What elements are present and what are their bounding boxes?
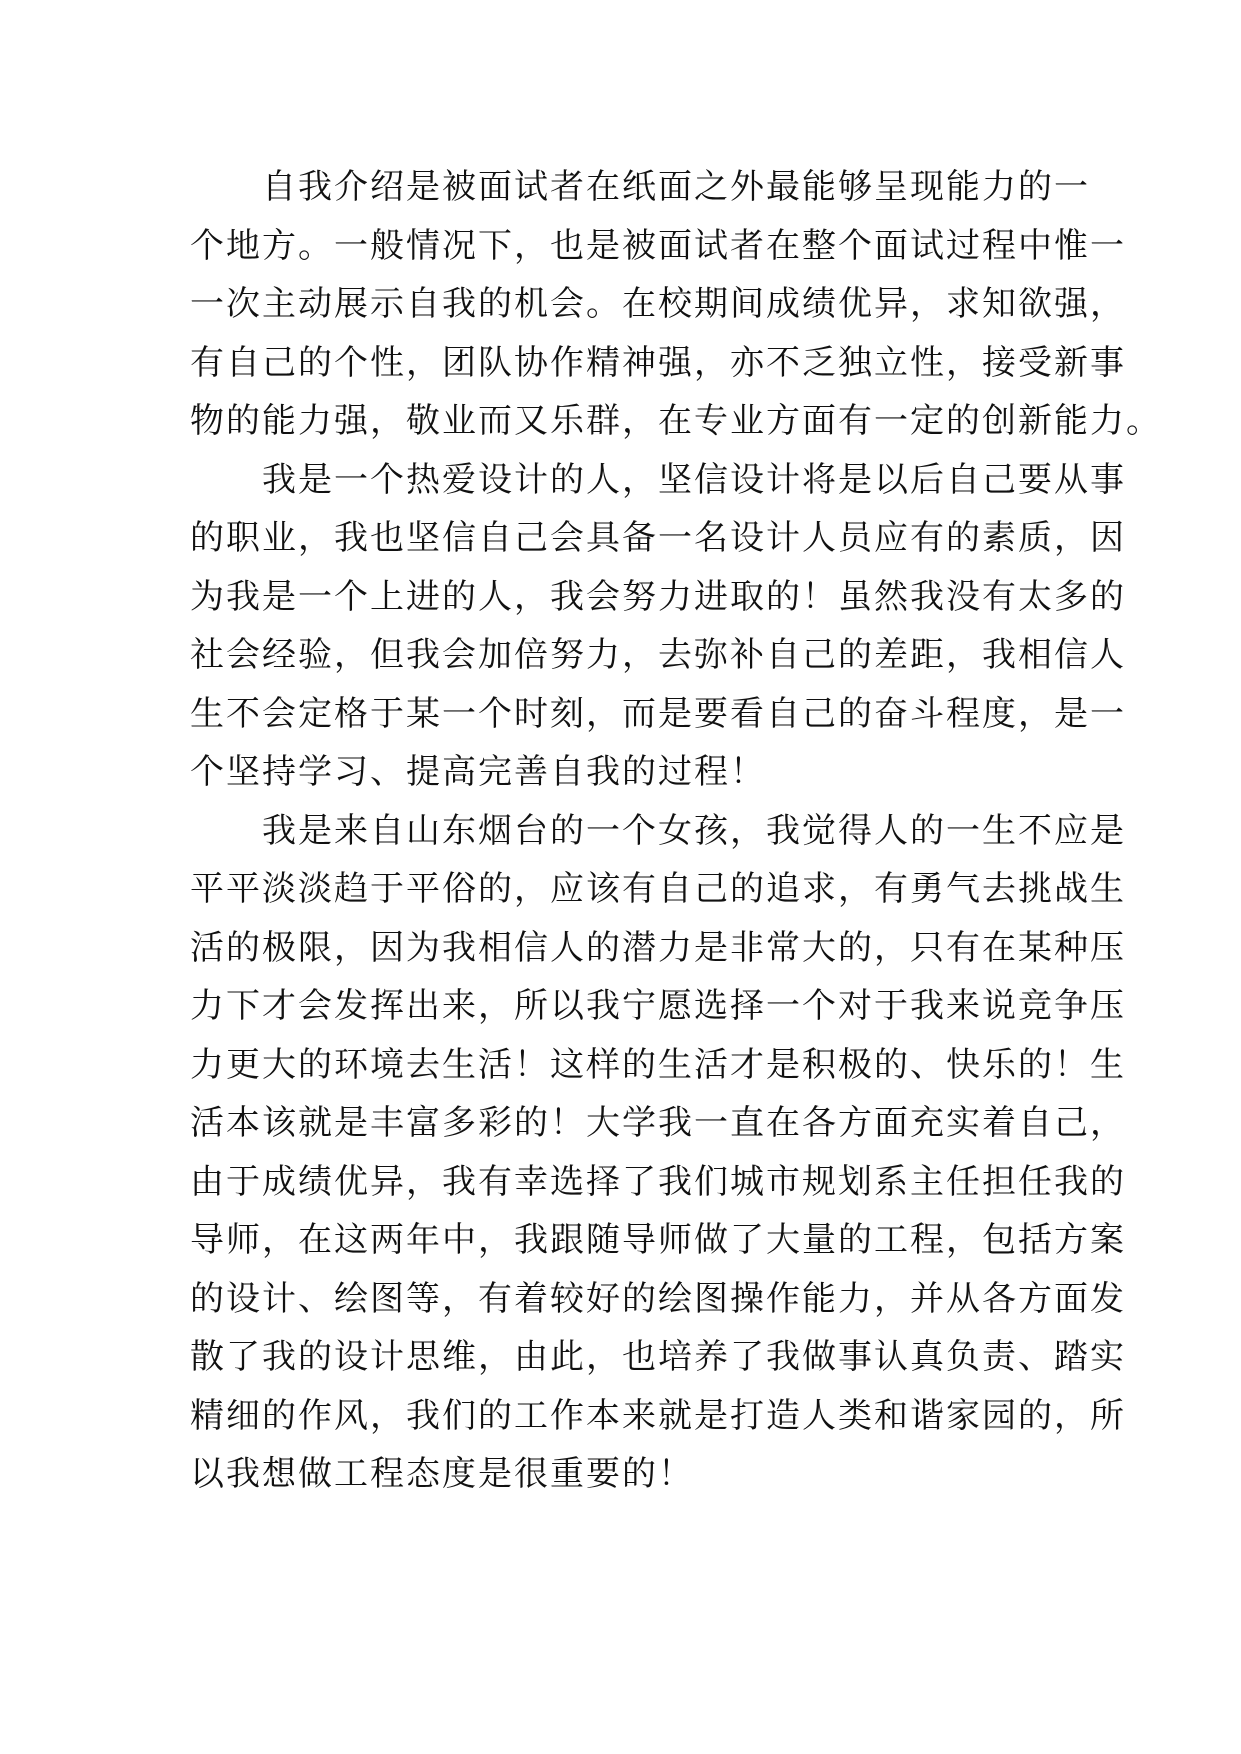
text-line: 的设计、绘图等，有着较好的绘图操作能力，并从各方面发: [190, 1278, 1126, 1319]
text-line: 为我是一个上进的人，我会努力进取的！虽然我没有太多的: [190, 576, 1126, 617]
text-line: 力下才会发挥出来，所以我宁愿选择一个对于我来说竞争压: [190, 986, 1126, 1026]
paragraph-1: [190, 158, 1162, 451]
paragraph-3: [190, 802, 1126, 1504]
text-line: 个坚持学习、提高完善自我的过程！: [190, 752, 766, 792]
text-line: 我是来自山东烟台的一个女孩，我觉得人的一生不应是: [262, 810, 1126, 851]
text-line: 精细的作风，我们的工作本来就是打造人类和谐家园的，所: [190, 1395, 1126, 1436]
text-line: 散了我的设计思维，由此，也培养了我做事认真负责、踏实: [190, 1337, 1126, 1377]
text-line: 力更大的环境去生活！这样的生活才是积极的、快乐的！生: [190, 1044, 1126, 1085]
text-line: 导师，在这两年中，我跟随导师做了大量的工程，包括方案: [190, 1220, 1126, 1260]
text-line: 平平淡淡趋于平俗的，应该有自己的追求，有勇气去挑战生: [190, 869, 1126, 909]
text-line: 以我想做工程态度是很重要的！: [190, 1454, 694, 1494]
text-line: 物的能力强，敬业而又乐群，在专业方面有一定的创新能力。: [190, 401, 1162, 441]
text-line: 一次主动展示自我的机会。在校期间成绩优异，求知欲强，: [190, 284, 1126, 324]
document-body: [190, 158, 1162, 1504]
paragraph-2: [190, 451, 1126, 802]
text-line: 活本该就是丰富多彩的！大学我一直在各方面充实着自己，: [190, 1103, 1126, 1143]
text-line: 有自己的个性，团队协作精神强，亦不乏独立性，接受新事: [190, 342, 1126, 383]
text-line: 我是一个热爱设计的人，坚信设计将是以后自己要从事: [262, 459, 1126, 500]
text-line: 个地方。一般情况下，也是被面试者在整个面试过程中惟一: [190, 225, 1126, 266]
text-line: 社会经验，但我会加倍努力，去弥补自己的差距，我相信人: [190, 635, 1126, 675]
text-line: 活的极限，因为我相信人的潜力是非常大的，只有在某种压: [190, 927, 1126, 968]
text-line: 的职业，我也坚信自己会具备一名设计人员应有的素质，因: [190, 518, 1126, 558]
text-line: 自我介绍是被面试者在纸面之外最能够呈现能力的一: [262, 167, 1090, 207]
text-line: 由于成绩优异，我有幸选择了我们城市规划系主任担任我的: [190, 1161, 1126, 1202]
text-line: 生不会定格于某一个时刻，而是要看自己的奋斗程度，是一: [190, 693, 1126, 734]
